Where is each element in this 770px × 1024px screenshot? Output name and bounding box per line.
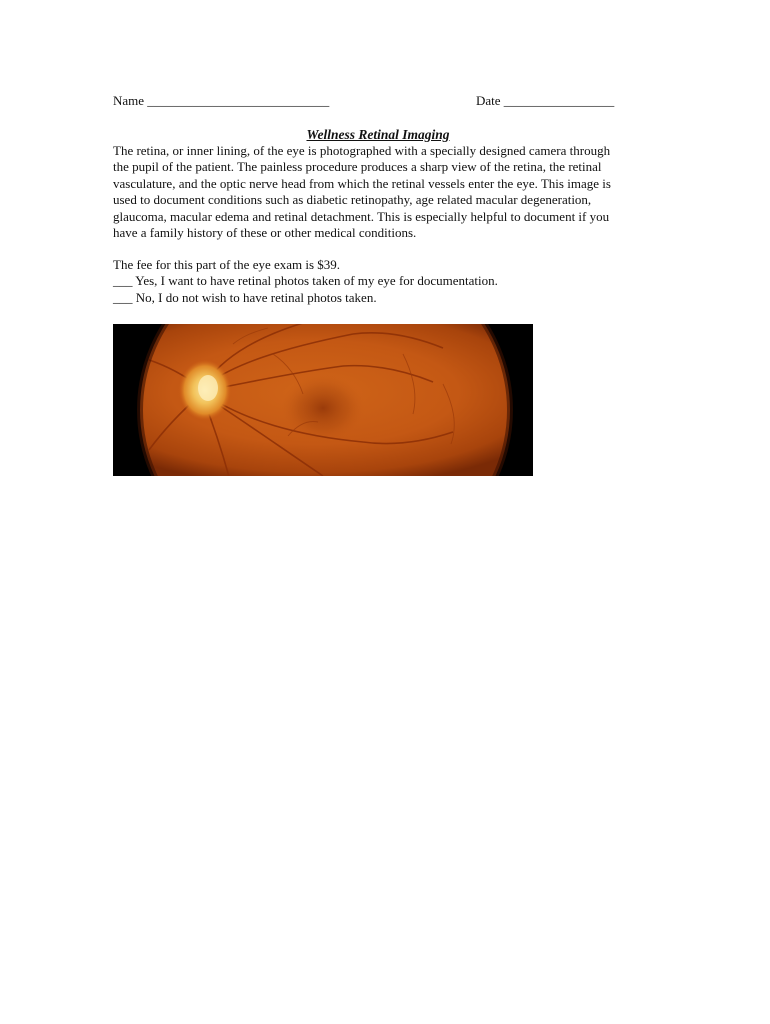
optic-cup	[198, 375, 218, 401]
description-line: have a family history of these or other medical conditions.	[113, 225, 417, 241]
yes-option[interactable]: ___ Yes, I want to have retinal photos taken of my eye for documentation.	[113, 273, 498, 289]
fee-text: The fee for this part of the eye exam is $39.	[113, 257, 341, 272]
macula-region	[281, 374, 365, 442]
form-header	[113, 92, 643, 110]
description-line: vasculature, and the optic nerve head from which the retinal vessels enter the eye. This image is	[113, 175, 611, 191]
description-line: glaucoma, macular edema and retinal detachment. This is especially helpful to document if you	[113, 208, 610, 224]
date-field[interactable]: Date _________________	[476, 93, 615, 108]
document-title: Wellness Retinal Imaging	[306, 127, 450, 142]
fee-section	[113, 257, 648, 306]
name-field[interactable]: Name ____________________________	[113, 93, 330, 108]
description-line: the pupil of the patient. The painless procedure produces a sharp view of the retina, the retinal	[113, 159, 602, 175]
description-line: used to document conditions such as diabetic retinopathy, age related macular degeneration,	[113, 192, 592, 208]
retinal-image	[113, 324, 533, 476]
no-option[interactable]: ___ No, I do not wish to have retinal photos taken.	[113, 289, 377, 305]
retinal-fundus-photo	[113, 324, 533, 476]
description-line: The retina, or inner lining, of the eye is photographed with a specially designed camera through	[113, 143, 611, 158]
description-paragraph	[113, 143, 648, 241]
